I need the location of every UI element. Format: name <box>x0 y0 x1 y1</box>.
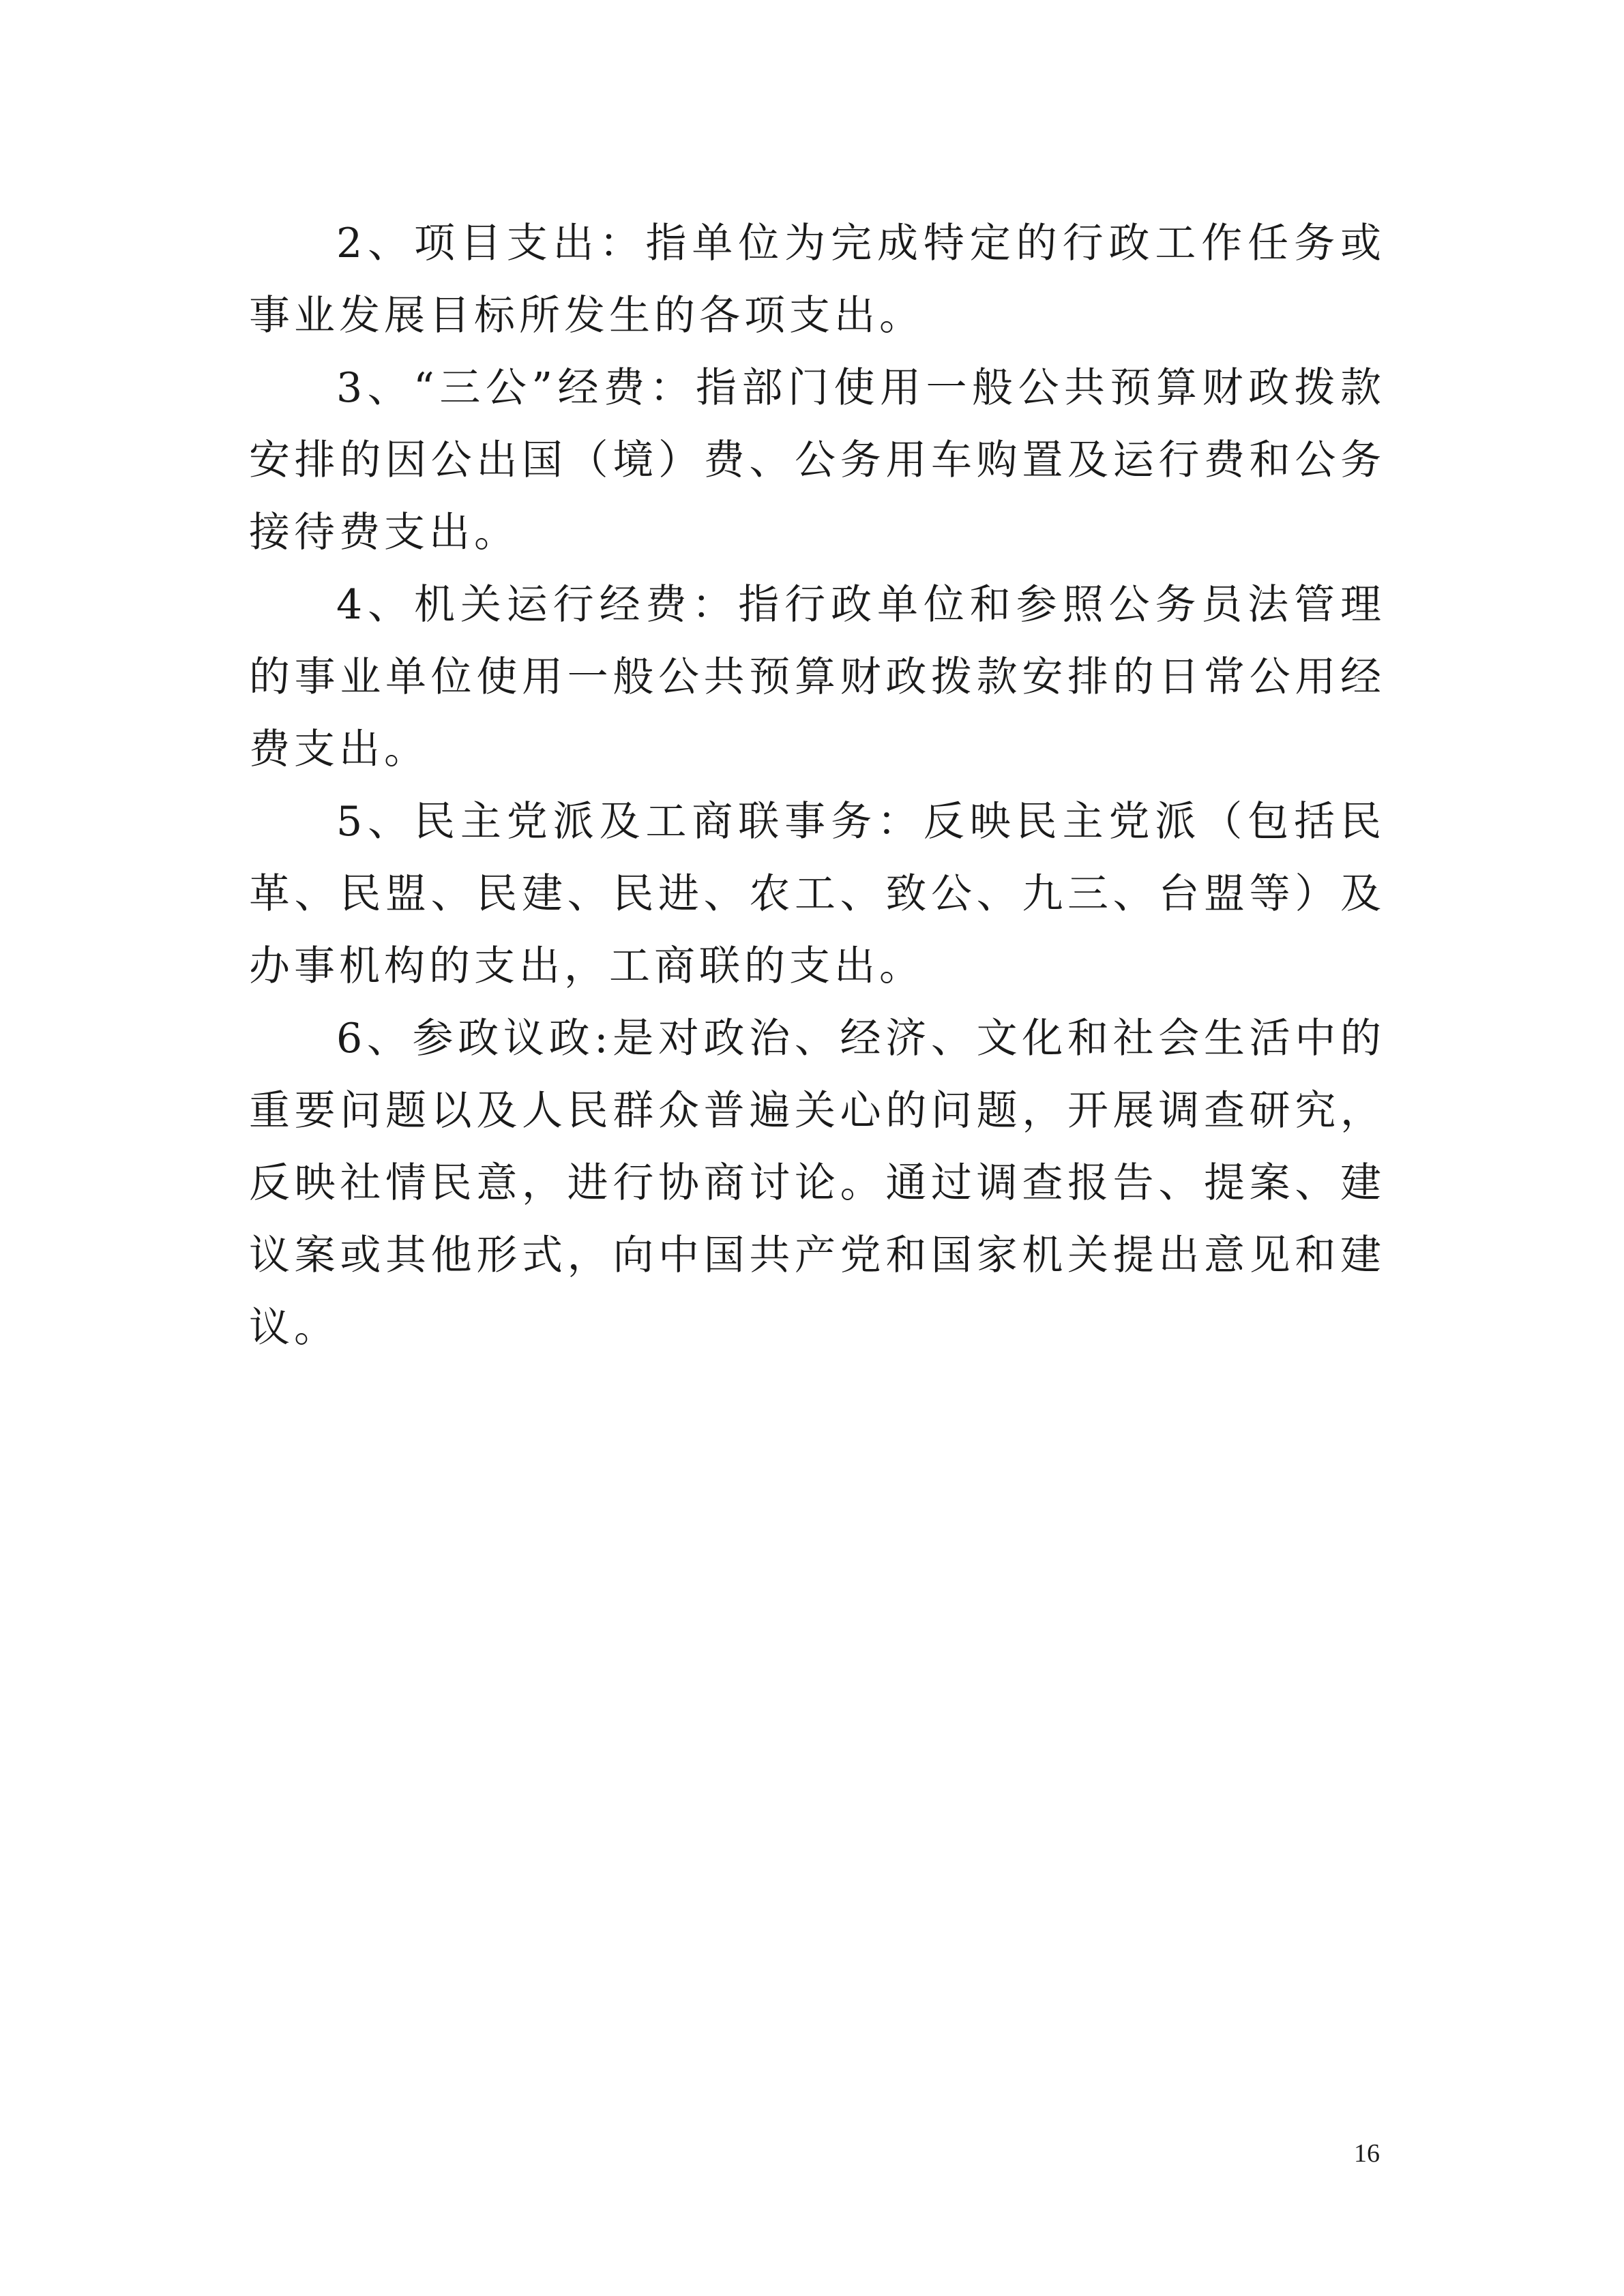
paragraph-three-public-expenses: 3、“三公”经费：指部门使用一般公共预算财政拨款安排的因公出国（境）费、公务用车购置及运行费和公务接待费支出。 <box>249 364 1385 556</box>
paragraph-project-expenditure: 2、项目支出：指单位为完成特定的行政工作任务或事业发展目标所发生的各项支出。 <box>249 220 1385 340</box>
paragraph-democratic-parties-affairs: 5、民主党派及工商联事务：反映民主党派（包括民革、民盟、民建、民进、农工、致公、九三、台盟等）及办事机构的支出，工商联的支出。 <box>249 798 1385 990</box>
paragraph-political-participation: 6、参政议政:是对政治、经济、文化和社会生活中的重要问题以及人民群众普遍关心的问题，开展调查研究，反映社情民意，进行协商讨论。通过调查报告、提案、建议案或其他形式，向中国共产党和国家机关提出意见和建议。 <box>249 1015 1385 1352</box>
page-number: 16 <box>1354 2139 1380 2168</box>
document-body <box>249 207 1385 1364</box>
paragraph-agency-operating-expenses: 4、机关运行经费：指行政单位和参照公务员法管理的事业单位使用一般公共预算财政拨款安排的日常公用经费支出。 <box>249 581 1385 773</box>
